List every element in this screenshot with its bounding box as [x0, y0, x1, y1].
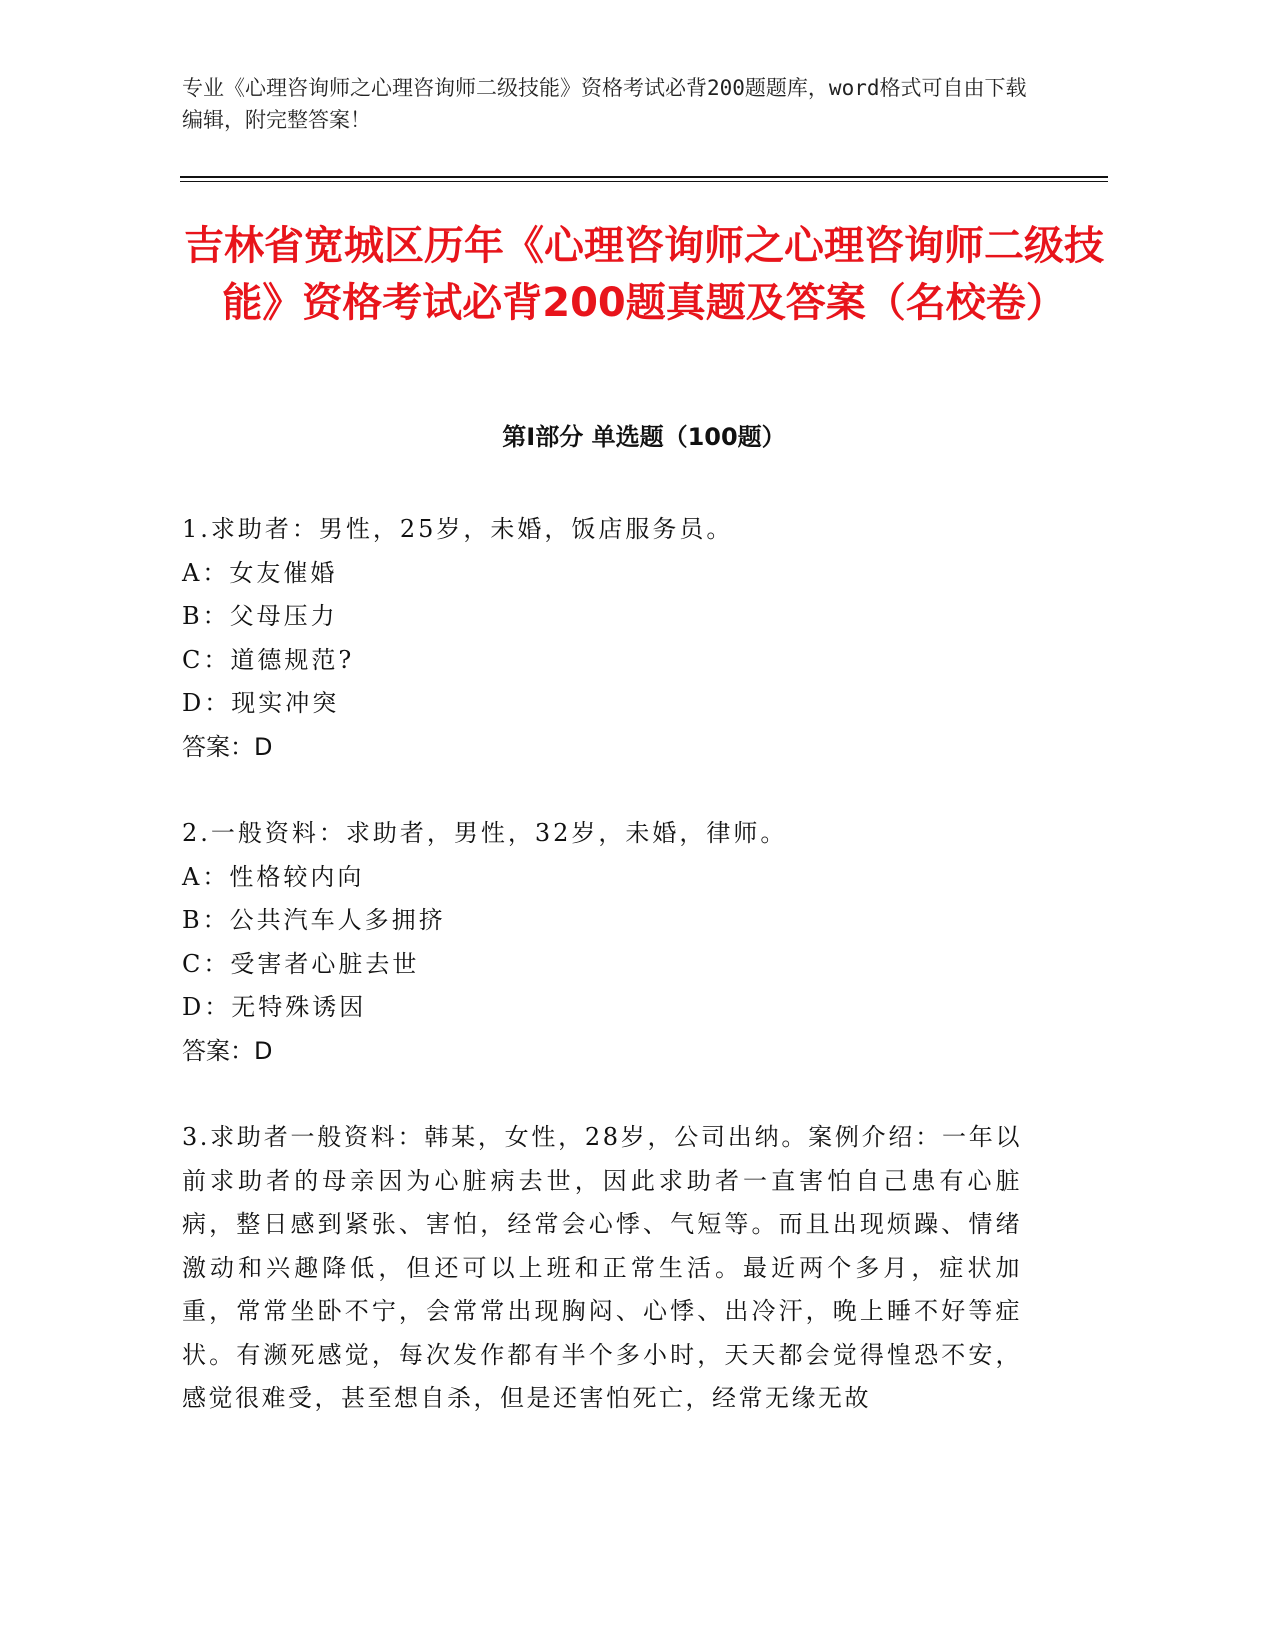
option-a: A：性格较内向 — [182, 862, 365, 891]
option-a: A：女友催婚 — [182, 558, 338, 587]
question-stem: 2.一般资料：求助者，男性，32岁，未婚，律师。 — [182, 819, 788, 847]
header-note: 专业《心理咨询师之心理咨询师二级技能》资格考试必背200题题库，word格式可自由下载编辑，附完整答案！ — [182, 76, 1027, 132]
question-stem: 1.求助者：男性，25岁，未婚，饭店服务员。 — [182, 515, 734, 543]
header-divider — [180, 176, 1108, 182]
option-c: C：受害者心脏去世 — [182, 949, 420, 978]
question-1 — [182, 508, 1022, 769]
question-list — [182, 508, 1022, 1464]
question-3 — [182, 1116, 1022, 1421]
answer-line: 答案：D — [182, 732, 273, 761]
option-d: D：无特殊诱因 — [182, 993, 367, 1021]
section-heading: 第Ⅰ部分 单选题（100题） — [502, 423, 786, 451]
option-b: B：公共汽车人多拥挤 — [182, 906, 446, 934]
option-b: B：父母压力 — [182, 602, 338, 630]
answer-line: 答案：D — [182, 1036, 273, 1065]
question-stem: 3.求助者一般资料：韩某，女性，28岁，公司出纳。案例介绍：一年以前求助者的母亲因为心脏病去世，因此求助者一直害怕自己患有心脏病，整日感到紧张、害怕，经常会心悸、气短等。而且出现烦躁、情绪激动和兴趣降低，但还可以上班和正常生活。最近两个多月，症状加重，常常坐卧不宁，会常常出现胸闷、心悸、出冷汗，晚上睡不好等症状。有濒死感觉，每次发作都有半个多小时，天天都会觉得惶恐不安，感觉很难受，甚至想自杀，但是还害怕死亡，经常无缘无故 — [182, 1123, 1022, 1412]
option-d: D：现实冲突 — [182, 689, 340, 717]
document-title: 吉林省宽城区历年《心理咨询师之心理咨询师二级技能》资格考试必背200题真题及答案（名校卷） — [184, 223, 1104, 326]
option-c: C：道德规范? — [182, 645, 355, 674]
question-2 — [182, 812, 1022, 1073]
